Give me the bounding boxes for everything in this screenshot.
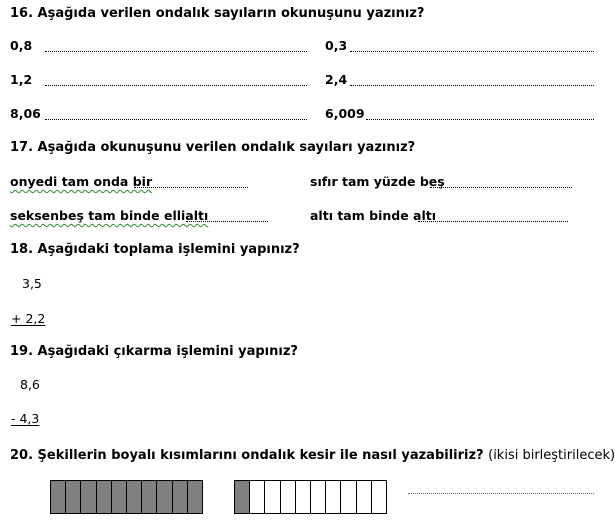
shaded-cell: [112, 480, 127, 514]
shaded-cell: [157, 480, 172, 514]
phrase-alti: altı tam binde altı: [310, 208, 437, 223]
shaded-figure-1: [50, 480, 203, 514]
number-1-2: 1,2: [10, 72, 33, 87]
answer-line[interactable]: [418, 221, 568, 222]
subtrahend: - 4,3: [11, 411, 40, 426]
shaded-cell: [97, 480, 112, 514]
empty-cell: [357, 480, 372, 514]
empty-cell: [281, 480, 296, 514]
answer-line[interactable]: [408, 493, 594, 494]
answer-line[interactable]: [45, 119, 307, 120]
answer-line[interactable]: [366, 119, 594, 120]
answer-line[interactable]: [350, 51, 594, 52]
empty-cell: [341, 480, 356, 514]
empty-cell: [326, 480, 341, 514]
empty-cell: [250, 480, 265, 514]
question-20-heading: [10, 448, 615, 463]
answer-line[interactable]: [430, 187, 572, 188]
answer-line[interactable]: [134, 187, 248, 188]
question-17-heading: 17. Aşağıda okunuşunu verilen ondalık sayıları yazınız?: [10, 140, 416, 155]
answer-line[interactable]: [186, 221, 268, 222]
phrase-seksenbes: seksenbeş tam binde ellialtı: [10, 208, 209, 223]
empty-cell: [372, 480, 387, 514]
number-0-3: 0,3: [325, 38, 348, 53]
question-20-text: 20. Şekillerin boyalı kısımlarını ondalık kesir ile nasıl yazabiliriz?: [10, 448, 484, 463]
question-18-heading: 18. Aşağıdaki toplama işlemini yapınız?: [10, 242, 300, 257]
empty-cell: [296, 480, 311, 514]
question-19-heading: 19. Aşağıdaki çıkarma işlemini yapınız?: [10, 344, 298, 359]
shaded-cell: [188, 480, 203, 514]
shaded-cell: [81, 480, 96, 514]
shaded-cell: [51, 480, 66, 514]
question-20-note: (ikisi birleştirilecek): [488, 448, 615, 463]
shaded-cell: [173, 480, 188, 514]
addend-bottom: + 2,2: [11, 311, 46, 326]
shaded-cell: [66, 480, 81, 514]
shaded-cell: [142, 480, 157, 514]
shaded-cell: [235, 480, 250, 514]
phrase-sifir: sıfır tam yüzde beş: [310, 174, 445, 189]
minuend: 8,6: [20, 377, 40, 392]
phrase-onyedi: onyedi tam onda bir: [10, 174, 153, 189]
number-2-4: 2,4: [325, 72, 348, 87]
shaded-cell: [127, 480, 142, 514]
addend-top: 3,5: [22, 276, 42, 291]
empty-cell: [265, 480, 280, 514]
question-16-heading: 16. Aşağıda verilen ondalık sayıların okunuşunu yazınız?: [10, 6, 425, 21]
number-6-009: 6,009: [325, 106, 365, 121]
answer-line[interactable]: [45, 51, 307, 52]
shaded-figure-2: [234, 480, 387, 514]
answer-line[interactable]: [45, 85, 307, 86]
number-0-8: 0,8: [10, 38, 33, 53]
empty-cell: [311, 480, 326, 514]
answer-line[interactable]: [350, 85, 594, 86]
number-8-06: 8,06: [10, 106, 41, 121]
